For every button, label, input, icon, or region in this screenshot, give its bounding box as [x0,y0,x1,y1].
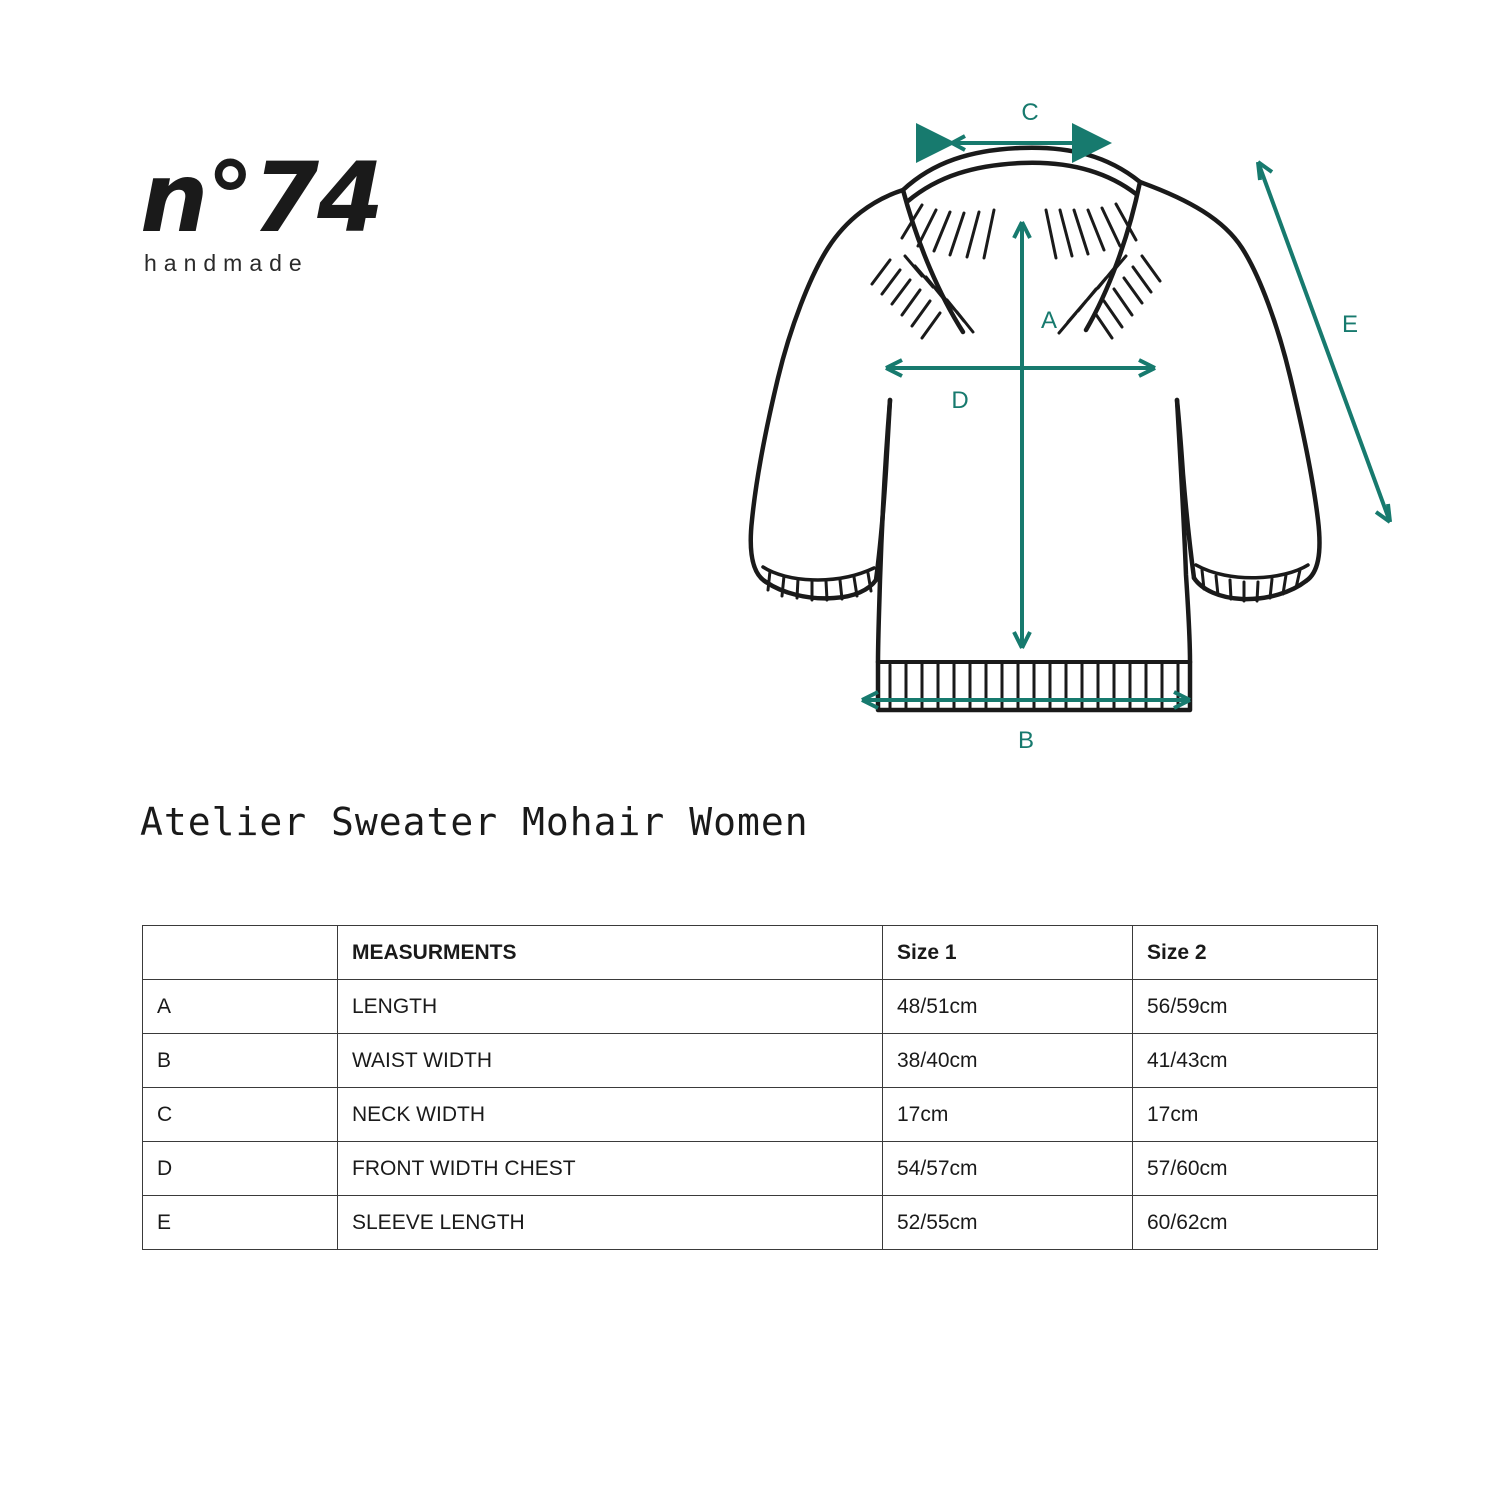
page-title: Atelier Sweater Mohair Women [140,800,809,844]
row-size-1: 17cm [883,1088,1133,1142]
diagram-label-d: D [951,387,969,414]
header-size-1: Size 1 [883,926,1133,980]
row-size-2: 57/60cm [1133,1142,1378,1196]
header-letter [143,926,338,980]
row-letter: B [143,1034,338,1088]
row-size-2: 41/43cm [1133,1034,1378,1088]
brand-logo [140,142,440,300]
measurements-table-wrapper [142,925,1377,1250]
row-label: WAIST WIDTH [338,1034,883,1088]
sweater-diagram [690,70,1430,790]
row-size-1: 54/57cm [883,1142,1133,1196]
row-size-2: 56/59cm [1133,980,1378,1034]
row-size-1: 48/51cm [883,980,1133,1034]
row-letter: D [143,1142,338,1196]
header-size-2: Size 2 [1133,926,1378,980]
row-letter: C [143,1088,338,1142]
diagram-label-c: C [1021,99,1039,126]
row-label: SLEEVE LENGTH [338,1196,883,1250]
row-label: FRONT WIDTH CHEST [338,1142,883,1196]
brand-logo-mark: n°74 [140,142,382,254]
row-label: LENGTH [338,980,883,1034]
table-row [143,1196,1378,1250]
table-row [143,1088,1378,1142]
knit-texture-yoke-right [1046,204,1160,338]
diagram-label-a: A [1040,307,1058,334]
header-measurements: MEASURMENTS [338,926,883,980]
diagram-label-b: B [1017,727,1035,754]
arrow-e [1258,162,1390,522]
measurements-table [142,925,1378,1250]
table-row [143,980,1378,1034]
row-size-2: 17cm [1133,1088,1378,1142]
row-label: NECK WIDTH [338,1088,883,1142]
row-letter: E [143,1196,338,1250]
row-letter: A [143,980,338,1034]
table-header-row [143,926,1378,980]
sweater-outline-icon [751,148,1320,710]
diagram-label-e: E [1341,311,1359,338]
brand-tagline: handmade [144,250,309,276]
table-row [143,1142,1378,1196]
row-size-2: 60/62cm [1133,1196,1378,1250]
row-size-1: 38/40cm [883,1034,1133,1088]
table-row [143,1034,1378,1088]
row-size-1: 52/55cm [883,1196,1133,1250]
